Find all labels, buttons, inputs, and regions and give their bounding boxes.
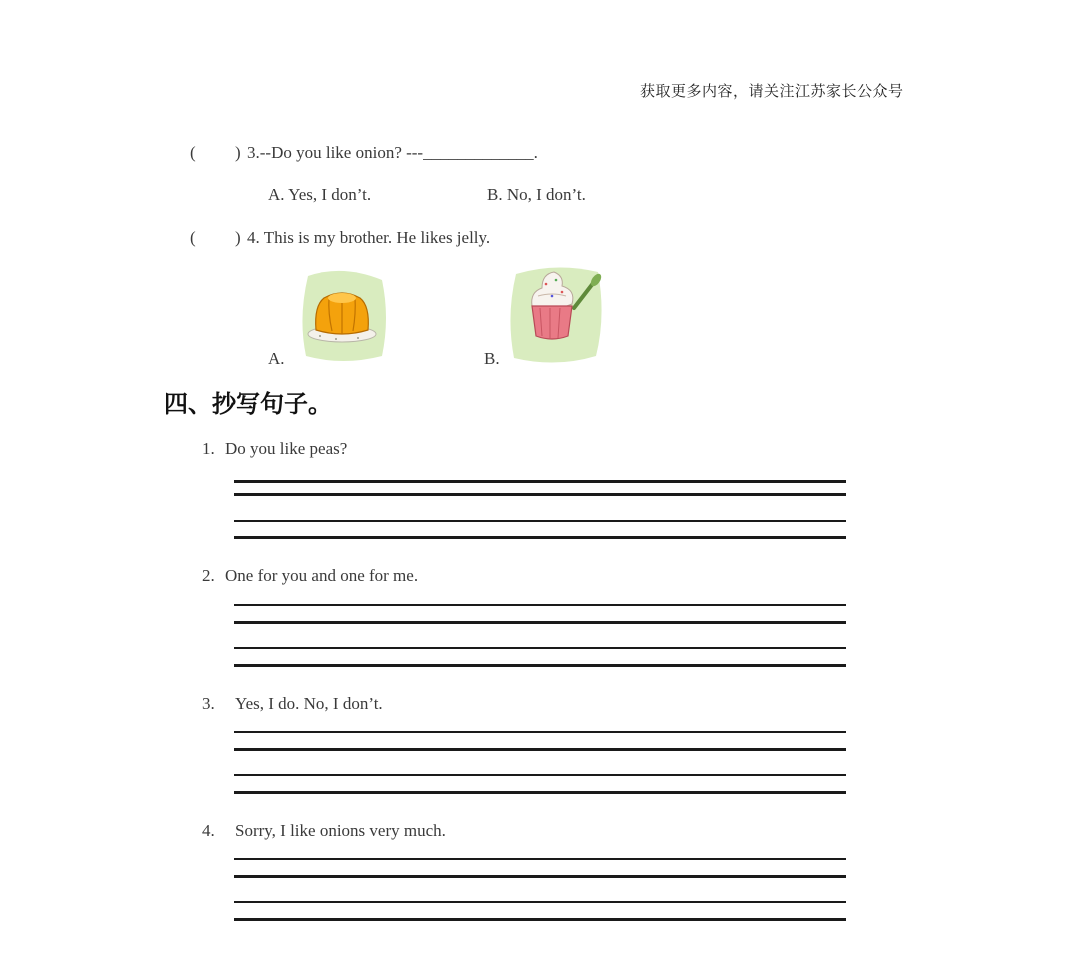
jelly-icon	[298, 268, 388, 366]
header-note: 获取更多内容，请关注江苏家长公众号	[640, 84, 904, 100]
copy-sentence-1-number: 1.	[202, 439, 215, 458]
writing-lines-2[interactable]	[234, 604, 846, 668]
writing-lines-4[interactable]	[234, 858, 846, 922]
section-title: 四、抄写句子。	[164, 390, 332, 418]
copy-sentence-1-text: Do you like peas?	[225, 439, 348, 458]
copy-sentence-3-number: 3.	[202, 694, 215, 713]
question-4-option-b-label: B.	[484, 349, 500, 368]
question-3-option-b: B. No, I don’t.	[487, 185, 586, 204]
copy-sentence-2-text: One for you and one for me.	[225, 566, 419, 585]
question-3-option-a: A. Yes, I don’t.	[268, 185, 372, 204]
writing-lines-1[interactable]	[234, 480, 846, 540]
copy-sentence-4-text: Sorry, I like onions very much.	[235, 821, 446, 840]
answer-paren-open-q4: (	[190, 228, 196, 247]
question-4-text: 4. This is my brother. He likes jelly.	[247, 228, 491, 247]
writing-lines-3[interactable]	[234, 731, 846, 795]
copy-sentence-4-number: 4.	[202, 821, 215, 840]
question-4-option-a-label: A.	[268, 349, 285, 368]
copy-sentence-2-number: 2.	[202, 566, 215, 585]
copy-sentence-3-text: Yes, I do. No, I don’t.	[235, 694, 383, 713]
ice-cream-icon	[508, 260, 606, 366]
question-3-text: 3.--Do you like onion? ---_____________.	[247, 143, 538, 162]
answer-paren-close-q4: )	[235, 228, 241, 247]
answer-paren-close-q3: )	[235, 143, 241, 162]
answer-paren-open-q3: (	[190, 143, 196, 162]
